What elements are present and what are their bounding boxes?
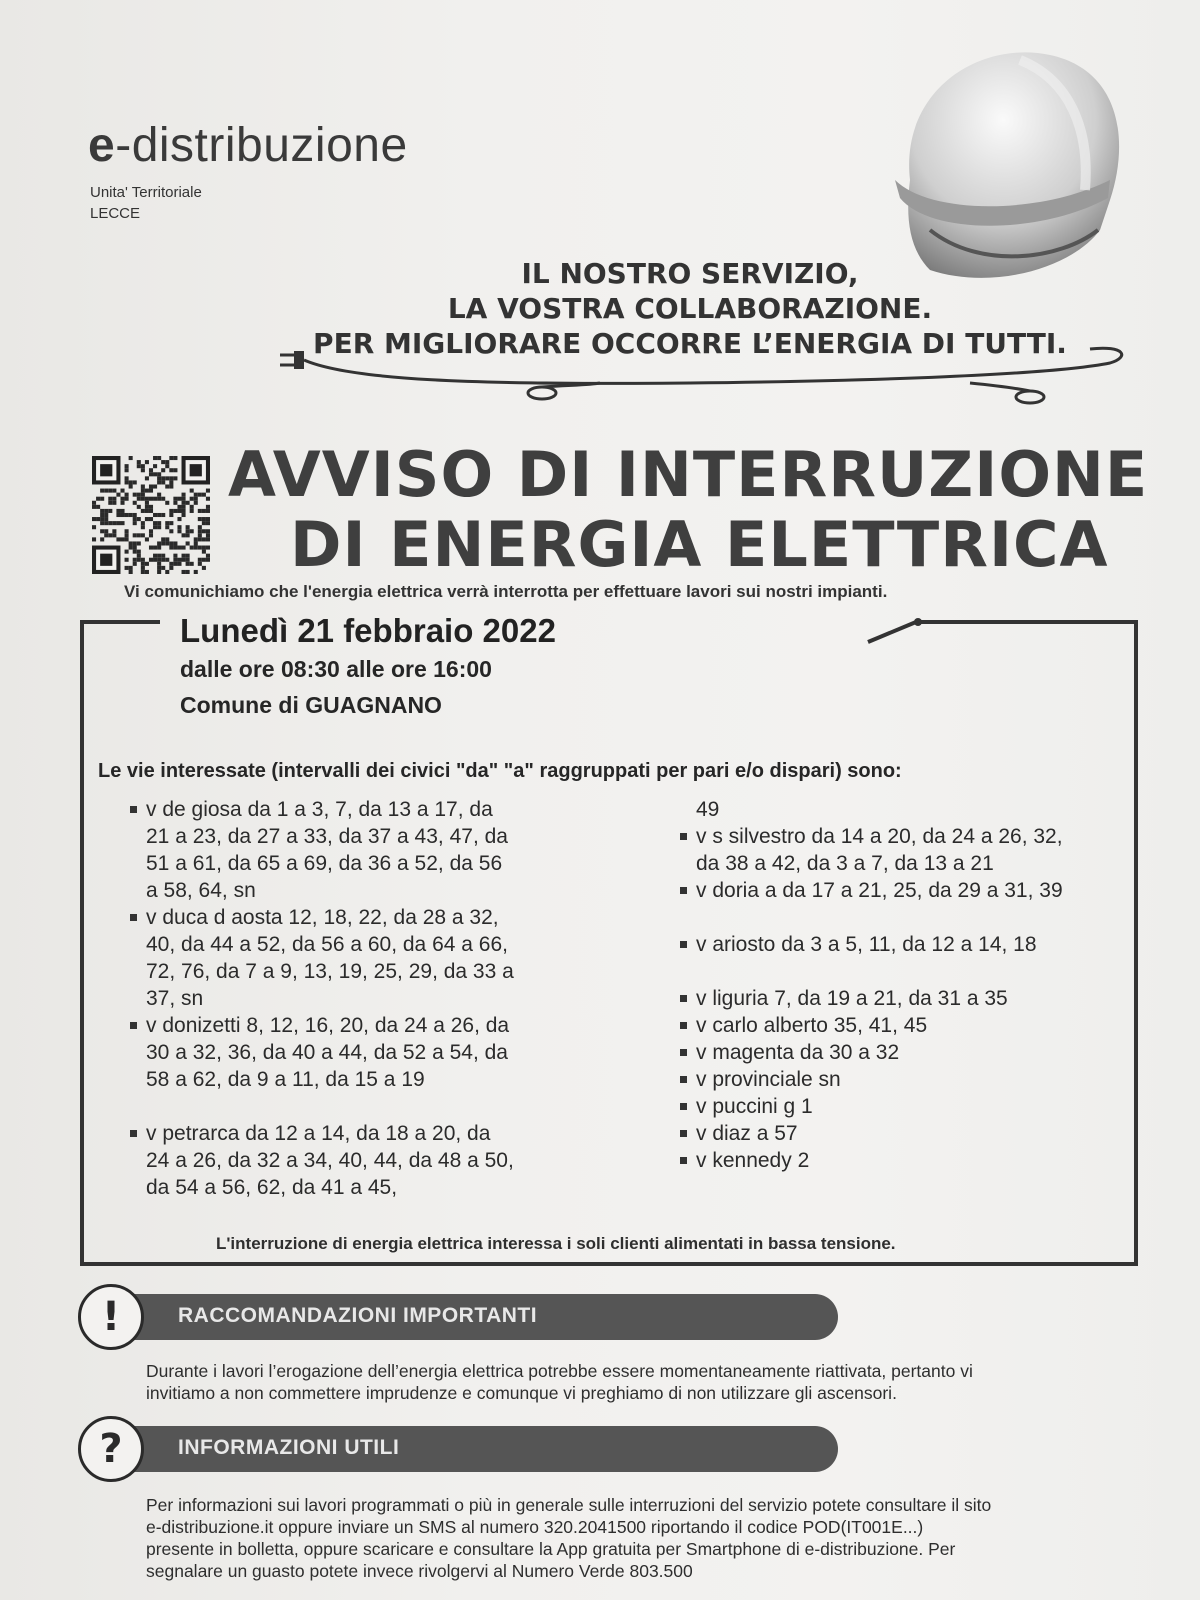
streets-column-right xyxy=(680,796,1140,1174)
intro-text: Vi comunichiamo che l'energia elettrica verrà interrotta per effettuare lavori sui nostri impianti. xyxy=(124,582,888,601)
info-banner xyxy=(78,1416,758,1482)
outage-date: Lunedì 21 febbraio 2022 xyxy=(180,612,556,649)
slogan-line: IL NOSTRO SERVIZIO, xyxy=(521,257,859,290)
street-text: 49 xyxy=(696,798,720,821)
street-continuation xyxy=(130,958,570,985)
low-voltage-note: L'interruzione di energia elettrica interessa i soli clienti alimentati in bassa tensione. xyxy=(216,1234,896,1253)
street-text: 72, 76, da 7 a 9, 13, 19, 25, 29, da 33 a xyxy=(146,960,514,983)
territorial-unit xyxy=(90,182,202,224)
bullet-icon xyxy=(680,1049,687,1056)
street-item xyxy=(680,1012,1140,1039)
recommendations-text xyxy=(146,1360,1106,1404)
text-line: invitiamo a non commettere imprudenze e comunque vi preghiamo di non utilizzare gli ascensori. xyxy=(146,1383,897,1403)
streets-column-left xyxy=(130,796,570,1201)
brand-name: -distribuzione xyxy=(115,119,408,172)
bullet-icon xyxy=(680,1130,687,1137)
street-item xyxy=(130,904,570,931)
text-line: presente in bolletta, oppure scaricare e consultare la App gratuita per Smartphone di e-distribuzione. Per xyxy=(146,1539,956,1559)
text-line: Durante i lavori l’erogazione dell’energia elettrica potrebbe essere momentaneamente riattivata, pertanto vi xyxy=(146,1361,973,1381)
bullet-icon xyxy=(680,1022,687,1029)
slogan-line: LA VOSTRA COLLABORAZIONE. xyxy=(447,292,933,325)
bullet-icon xyxy=(680,1076,687,1083)
street-text: v donizetti 8, 12, 16, 20, da 24 a 26, da xyxy=(146,1014,510,1037)
brand-logo xyxy=(88,118,408,173)
street-text: v ariosto da 3 a 5, 11, da 12 a 14, 18 xyxy=(696,933,1037,956)
unit-label: Unita' Territoriale xyxy=(90,184,202,201)
outage-time: dalle ore 08:30 alle ore 16:00 xyxy=(180,656,492,682)
title-line: DI ENERGIA ELETTRICA xyxy=(290,508,1109,581)
street-item xyxy=(130,796,570,823)
street-text: v doria a da 17 a 21, 25, da 29 a 31, 39 xyxy=(696,879,1063,902)
street-continuation xyxy=(680,796,1140,823)
recommendations-heading: RACCOMANDAZIONI IMPORTANTI xyxy=(178,1304,538,1327)
unit-city: LECCE xyxy=(90,205,141,222)
street-text: v magenta da 30 a 32 xyxy=(696,1041,900,1064)
spacer xyxy=(680,904,1140,931)
street-text: v carlo alberto 35, 41, 45 xyxy=(696,1014,928,1037)
street-text: v puccini g 1 xyxy=(696,1095,813,1118)
street-item xyxy=(680,823,1140,850)
street-text: v liguria 7, da 19 a 21, da 31 a 35 xyxy=(696,987,1008,1010)
street-item xyxy=(680,1093,1140,1120)
street-item xyxy=(680,1039,1140,1066)
street-text: v petrarca da 12 a 14, da 18 a 20, da xyxy=(146,1122,491,1145)
bullet-icon xyxy=(130,1130,137,1137)
street-item xyxy=(680,877,1140,904)
bullet-icon xyxy=(130,806,137,813)
street-item xyxy=(680,931,1140,958)
notice-title xyxy=(228,440,1188,580)
recommendations-banner xyxy=(78,1284,758,1350)
outage-municipality: Comune di GUAGNANO xyxy=(180,692,442,718)
street-text: 30 a 32, 36, da 40 a 44, da 52 a 54, da xyxy=(146,1041,508,1064)
street-text: v kennedy 2 xyxy=(696,1149,810,1172)
text-line: e-distribuzione.it oppure inviare un SMS al numero 320.2041500 riportando il codice POD(IT001E...) xyxy=(146,1517,924,1537)
street-text: da 38 a 42, da 3 a 7, da 13 a 21 xyxy=(696,852,994,875)
bullet-icon xyxy=(130,914,137,921)
street-text: 24 a 26, da 32 a 34, 40, 44, da 48 a 50, xyxy=(146,1149,514,1172)
question-icon: ? xyxy=(78,1416,144,1482)
street-continuation xyxy=(130,1174,570,1201)
street-text: 40, da 44 a 52, da 56 a 60, da 64 a 66, xyxy=(146,933,508,956)
bullet-icon xyxy=(680,833,687,840)
bullet-icon xyxy=(680,1157,687,1164)
street-item xyxy=(680,1066,1140,1093)
streets-lead: Le vie interessate (intervalli dei civici "da" "a" raggruppati per pari e/o dispari) sono: xyxy=(98,760,902,782)
bullet-icon xyxy=(130,1022,137,1029)
street-text: v s silvestro da 14 a 20, da 24 a 26, 32, xyxy=(696,825,1063,848)
brand-prefix: e xyxy=(88,119,116,172)
info-heading: INFORMAZIONI UTILI xyxy=(178,1436,400,1459)
qr-code xyxy=(92,456,210,574)
slogan-line: PER MIGLIORARE OCCORRE L’ENERGIA DI TUTTI. xyxy=(313,327,1067,360)
street-item xyxy=(680,1147,1140,1174)
street-continuation xyxy=(130,850,570,877)
bullet-icon xyxy=(680,995,687,1002)
street-continuation xyxy=(130,931,570,958)
bullet-icon xyxy=(680,887,687,894)
bullet-icon xyxy=(680,941,687,948)
street-text: v diaz a 57 xyxy=(696,1122,798,1145)
bullet-icon xyxy=(680,1103,687,1110)
street-text: 58 a 62, da 9 a 11, da 15 a 19 xyxy=(146,1068,425,1091)
street-continuation xyxy=(130,1039,570,1066)
street-item xyxy=(130,1120,570,1147)
text-line: Per informazioni sui lavori programmati o più in generale sulle interruzioni del servizio potete consultare il sito xyxy=(146,1495,992,1515)
street-continuation xyxy=(130,1066,570,1093)
street-continuation xyxy=(130,985,570,1012)
street-text: 21 a 23, da 27 a 33, da 37 a 43, 47, da xyxy=(146,825,508,848)
street-continuation xyxy=(130,1147,570,1174)
street-text: v provinciale sn xyxy=(696,1068,841,1091)
street-continuation xyxy=(680,850,1140,877)
street-text: da 54 a 56, 62, da 41 a 45, xyxy=(146,1176,398,1199)
title-line: AVVISO DI INTERRUZIONE xyxy=(228,438,1149,511)
street-item xyxy=(130,1012,570,1039)
street-text: 37, sn xyxy=(146,987,204,1010)
street-text: a 58, 64, sn xyxy=(146,879,256,902)
street-text: 51 a 61, da 65 a 69, da 36 a 52, da 56 xyxy=(146,852,503,875)
street-continuation xyxy=(130,823,570,850)
street-item xyxy=(680,985,1140,1012)
street-item xyxy=(680,1120,1140,1147)
text-line: segnalare un guasto potete invece rivolgervi al Numero Verde 803.500 xyxy=(146,1561,693,1581)
spacer xyxy=(680,958,1140,985)
street-continuation xyxy=(130,877,570,904)
street-text: v de giosa da 1 a 3, 7, da 13 a 17, da xyxy=(146,798,493,821)
spacer xyxy=(130,1093,570,1120)
street-text: v duca d aosta 12, 18, 22, da 28 a 32, xyxy=(146,906,499,929)
power-cord-decoration xyxy=(270,335,1160,415)
warning-icon: ! xyxy=(78,1284,144,1350)
info-text xyxy=(146,1494,1106,1582)
